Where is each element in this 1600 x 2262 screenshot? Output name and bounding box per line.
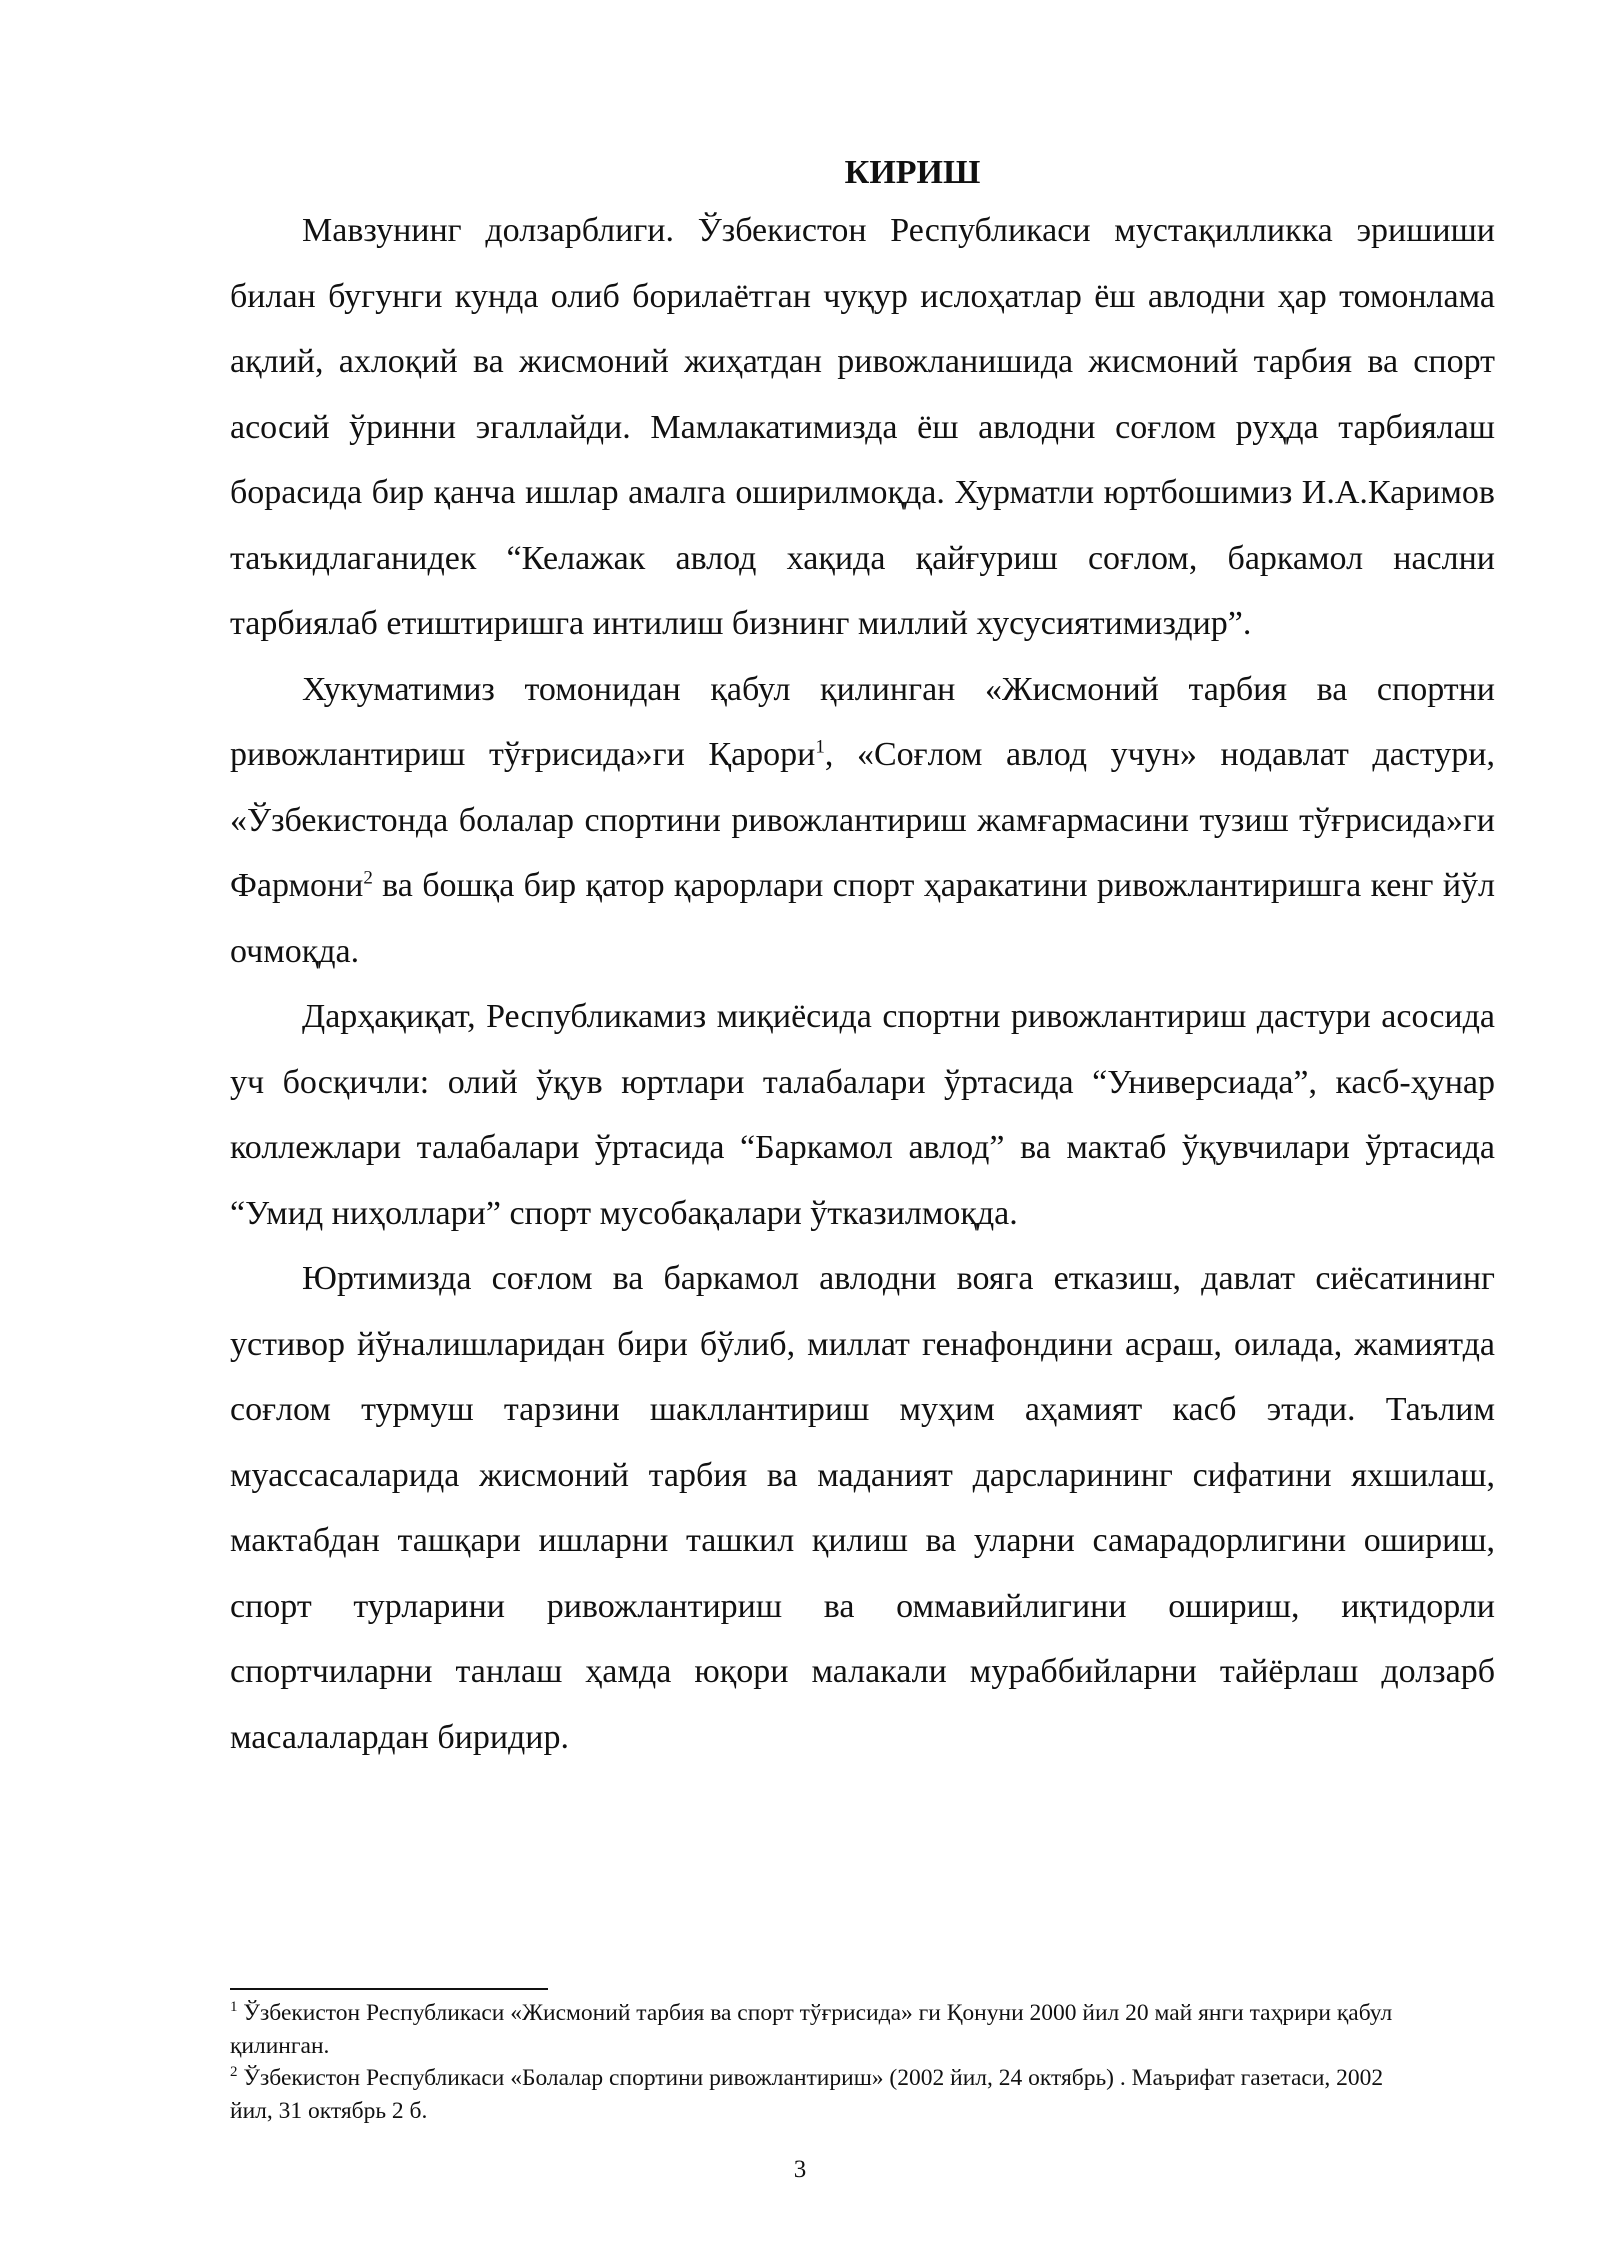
footnote-text: Ўзбекистон Республикаси «Жисмоний тарбия ва спорт тўғрисида» ги Қонуни 2000 йил 20 май янги таҳрири қабул қилинган. <box>230 2000 1393 2059</box>
paragraph-relevance: Мавзунинг долзарблиги. Ўзбекистон Республикаси мустақилликка эришиши билан бугунги кунда олиб борилаётган чуқур ислоҳатлар ёш авлодни ҳар томонлама ақлий, ахлоқий ва жисмоний жиҳатдан ривожланишида жисмоний тарбия ва спорт асосий ўринни эгаллайди. Мамлакатимизда ёш авлодни соғлом руҳда тарбиялаш борасида бир қанча ишлар амалга оширилмоқда. Хурматли юртбошимиз И.А.Каримов таъкидлаганидек “Келажак авлод хақида қайғуриш соғлом, баркамол наслни тарбиялаб етиштиришга интилиш бизнинг миллий хусусиятимиздир”. <box>230 212 1495 642</box>
footnote-1 <box>230 1997 1430 2062</box>
paragraph-text: Хукуматимиз томонидан қабул қилинган «Жисмоний тарбия ва спортни ривожлантириш тўғрисида»ги Қарори <box>230 670 1495 773</box>
section-heading: КИРИШ <box>844 154 981 191</box>
footnote-ref-1[interactable]: 1 <box>815 736 825 758</box>
footnote-mark: 2 <box>230 2064 238 2081</box>
footnote-ref-2[interactable]: 2 <box>363 867 373 889</box>
paragraph-text: ва бошқа бир қатор қарорлари спорт ҳаракатини ривожлантиришга кенг йўл очмоқда. <box>230 867 1495 970</box>
page-body <box>230 150 1495 1770</box>
footnotes <box>230 1997 1430 2127</box>
footnote-text: Ўзбекистон Республикаси «Болалар спортини ривожлантириш» (2002 йил, 24 октябрь) . Маърифат газетаси, 2002 йил, 31 октябрь 2 б. <box>230 2065 1384 2124</box>
page-number: 3 <box>793 2156 807 2183</box>
paragraph-text: , «Соғлом авлод учун» нодавлат дастури, «Ўзбекистонда болалар спортини ривожлантириш жамғармасини тузиш тўғрисида»ги Фармони <box>230 736 1495 904</box>
footnote-divider <box>230 1988 548 1990</box>
paragraph-government-acts <box>230 657 1495 985</box>
paragraph-competitions: Дарҳақиқат, Республикамиз миқиёсида спортни ривожлантириш дастури асосида уч босқичли: олий ўқув юртлари талабалари ўртасида “Универсиада”, касб-ҳунар коллежлари талабалари ўртасида “Баркамол авлод” ва мактаб ўқувчилари ўртасида “Умид ниҳоллари” спорт мусобақалари ўтказилмоқда. <box>230 998 1495 1232</box>
footnote-mark: 1 <box>230 1999 238 2016</box>
paragraph-healthy-generation: Юртимизда соғлом ва баркамол авлодни вояга етказиш, давлат сиёсатининг устивор йўналишларидан бири бўлиб, миллат генафондини асраш, оилада, жамиятда соғлом турмуш тарзини шакллантириш муҳим аҳамият касб этади. Таълим муассасаларида жисмоний тарбия ва маданият дарсларининг сифатини яхшилаш, мактабдан ташқари ишларни ташкил қилиш ва уларни самарадорлигини ошириш, спорт турларини ривожлантириш ва оммавийлигини ошириш, иқтидорли спортчиларни танлаш ҳамда юқори малакали мураббийларни тайёрлаш долзарб масалалардан биридир. <box>230 1260 1495 1756</box>
footnote-2 <box>230 2062 1430 2127</box>
